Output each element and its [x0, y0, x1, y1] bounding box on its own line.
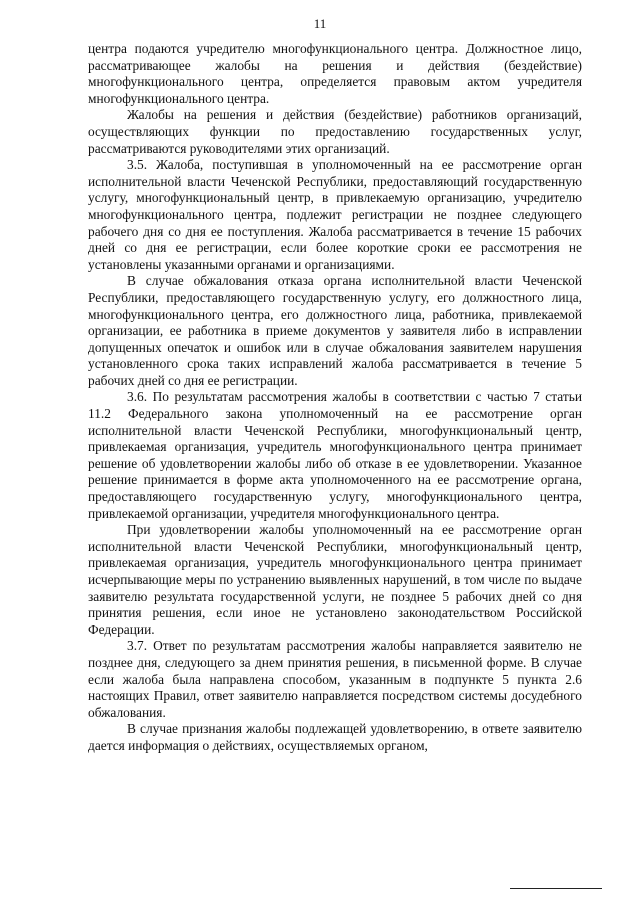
paragraph-complaints-employees: Жалобы на решения и действия (бездействие) работников организаций, осуществляющих функции по предоставлению государственных услуг, рассматриваются руководителями этих организаций.: [88, 107, 582, 156]
paragraph-continuation: центра подаются учредителю многофункционального центра. Должностное лицо, рассматривающее жалобы на решения и действия (бездействие) многофункционального центра, определяется правовым актом учредителя многофункционального центра.: [88, 41, 582, 106]
page-number: 11: [313, 16, 327, 31]
footer-rule: [510, 888, 602, 889]
paragraph-recognition: В случае признания жалобы подлежащей удовлетворению, в ответе заявителю дается информация о действиях, осуществляемых органом,: [88, 721, 582, 753]
paragraph-section-3-6: 3.6. По результатам рассмотрения жалобы в соответствии с частью 7 статьи 11.2 Федерального закона уполномоченный на ее рассмотрение орган исполнительной власти Чеченской Республики, многофункциональный центр, привлекаемая организация, учредитель многофункционального центра принимает решение об удовлетворении жалобы либо об отказе в ее удовлетворении. Указанное решение принимается в форме акта уполномоченного на ее рассмотрение органа, предоставляющего государственную услугу, многофункционального центра, привлекаемой организации, учредителя многофункционального центра.: [88, 389, 582, 521]
paragraph-section-3-5: 3.5. Жалоба, поступившая в уполномоченный на ее рассмотрение орган исполнительной власти Чеченской Республики, предоставляющий государственную услугу, многофункциональный центр, в привлекаемую организацию, учредителю многофункционального центра, подлежит регистрации не позднее следующего рабочего дня со дня ее поступления. Жалоба рассматривается в течение 15 рабочих дней со дня ее регистрации, если более короткие сроки ее рассмотрения не установлены указанными органами и организациями.: [88, 157, 582, 272]
paragraph-section-3-7: 3.7. Ответ по результатам рассмотрения жалобы направляется заявителю не позднее дня, следующего за днем принятия решения, в письменной форме. В случае если жалоба была направлена способом, указанным в подпункте 5 пункта 2.6 настоящих Правил, ответ заявителю направляется посредством системы досудебного обжалования.: [88, 638, 582, 720]
paragraph-refusal-appeal: В случае обжалования отказа органа исполнительной власти Чеченской Республики, предоставляющего государственную услугу, его должностного лица, многофункционального центра, его должностного лица, работника, привлекаемой организации, ее работника в приеме документов у заявителя либо в исправлении допущенных опечаток и ошибок или в случае обжалования заявителем нарушения установленного срока таких исправлений жалоба рассматривается в течение 5 рабочих дней со дня ее регистрации.: [88, 273, 582, 388]
paragraph-satisfaction: При удовлетворении жалобы уполномоченный на ее рассмотрение орган исполнительной власти Чеченской Республики, многофункциональный центр, привлекаемая организация, учредитель многофункционального центра принимает исчерпывающие меры по устранению выявленных нарушений, в том числе по выдаче заявителю результата государственной услуги, не позднее 5 рабочих дней со дня принятия решения, если иное не установлено законодательством Российской Федерации.: [88, 522, 582, 637]
body-text: [88, 41, 582, 755]
